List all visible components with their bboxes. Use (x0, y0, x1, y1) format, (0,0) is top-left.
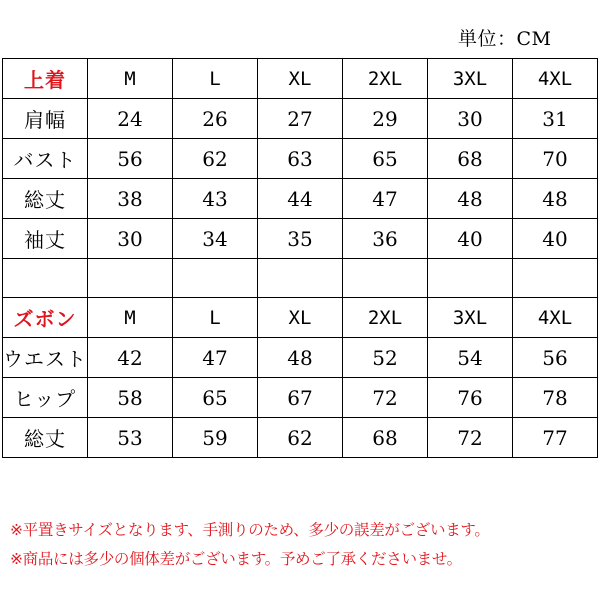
table-cell: 38 (88, 179, 173, 219)
table-cell: 52 (343, 338, 428, 378)
size-header-cell: 2XL (343, 59, 428, 99)
table-cell: 48 (513, 179, 598, 219)
row-label: 肩幅 (3, 99, 88, 139)
table-cell: 77 (513, 418, 598, 458)
table-cell: 62 (258, 418, 343, 458)
table-row (3, 418, 598, 458)
table-cell: 42 (88, 338, 173, 378)
size-header-cell: L (173, 298, 258, 338)
table-cell: 24 (88, 99, 173, 139)
pants-header-row (3, 298, 598, 338)
table-row (3, 338, 598, 378)
table-row (3, 99, 598, 139)
table-cell: 30 (88, 219, 173, 259)
spacer-row (3, 259, 598, 298)
table-cell: 48 (428, 179, 513, 219)
table-cell: 65 (173, 378, 258, 418)
table-cell: 56 (513, 338, 598, 378)
tops-header-row (3, 59, 598, 99)
table-cell: 53 (88, 418, 173, 458)
table-row (3, 139, 598, 179)
size-header-cell: 3XL (428, 298, 513, 338)
table-cell: 47 (173, 338, 258, 378)
note-line: ※商品には多少の個体差がございます。予めご了承くださいませ。 (10, 550, 462, 568)
table-cell: 35 (258, 219, 343, 259)
table-cell: 40 (513, 219, 598, 259)
tops-title: 上着 (3, 59, 88, 99)
table-cell: 26 (173, 99, 258, 139)
table-cell: 76 (428, 378, 513, 418)
table-cell: 62 (173, 139, 258, 179)
table-cell: 56 (88, 139, 173, 179)
table-row (3, 179, 598, 219)
empty-cell (343, 259, 428, 298)
table-cell: 30 (428, 99, 513, 139)
empty-cell (88, 259, 173, 298)
table-cell: 72 (343, 378, 428, 418)
note-line: ※平置きサイズとなります、手測りのため、多少の誤差がございます。 (10, 521, 490, 539)
table-cell: 59 (173, 418, 258, 458)
size-header-cell: 4XL (513, 59, 598, 99)
table-cell: 43 (173, 179, 258, 219)
size-header-cell: XL (258, 59, 343, 99)
table-cell: 44 (258, 179, 343, 219)
table-cell: 54 (428, 338, 513, 378)
table-cell: 47 (343, 179, 428, 219)
table-row (3, 378, 598, 418)
row-label: 総丈 (3, 418, 88, 458)
empty-cell (258, 259, 343, 298)
table-cell: 68 (428, 139, 513, 179)
empty-cell (3, 259, 88, 298)
notes (10, 516, 490, 574)
table-cell: 31 (513, 99, 598, 139)
table-cell: 67 (258, 378, 343, 418)
row-label: ウエスト (3, 338, 88, 378)
row-label: 袖丈 (3, 219, 88, 259)
row-label: バスト (3, 139, 88, 179)
table-cell: 78 (513, 378, 598, 418)
table-cell: 65 (343, 139, 428, 179)
size-header-cell: 3XL (428, 59, 513, 99)
table-cell: 63 (258, 139, 343, 179)
size-chart-table (2, 58, 598, 458)
unit-label: 単位：CM (458, 28, 552, 50)
empty-cell (513, 259, 598, 298)
size-header-cell: 4XL (513, 298, 598, 338)
table-cell: 58 (88, 378, 173, 418)
table-cell: 29 (343, 99, 428, 139)
size-header-cell: L (173, 59, 258, 99)
table-row (3, 219, 598, 259)
size-header-cell: M (88, 298, 173, 338)
row-label: ヒップ (3, 378, 88, 418)
table-cell: 70 (513, 139, 598, 179)
empty-cell (428, 259, 513, 298)
size-header-cell: 2XL (343, 298, 428, 338)
pants-title: ズボン (3, 298, 88, 338)
size-header-cell: XL (258, 298, 343, 338)
table-cell: 68 (343, 418, 428, 458)
row-label: 総丈 (3, 179, 88, 219)
empty-cell (173, 259, 258, 298)
size-header-cell: M (88, 59, 173, 99)
table-cell: 27 (258, 99, 343, 139)
table-cell: 34 (173, 219, 258, 259)
table-cell: 36 (343, 219, 428, 259)
table-cell: 40 (428, 219, 513, 259)
table-cell: 48 (258, 338, 343, 378)
table-cell: 72 (428, 418, 513, 458)
